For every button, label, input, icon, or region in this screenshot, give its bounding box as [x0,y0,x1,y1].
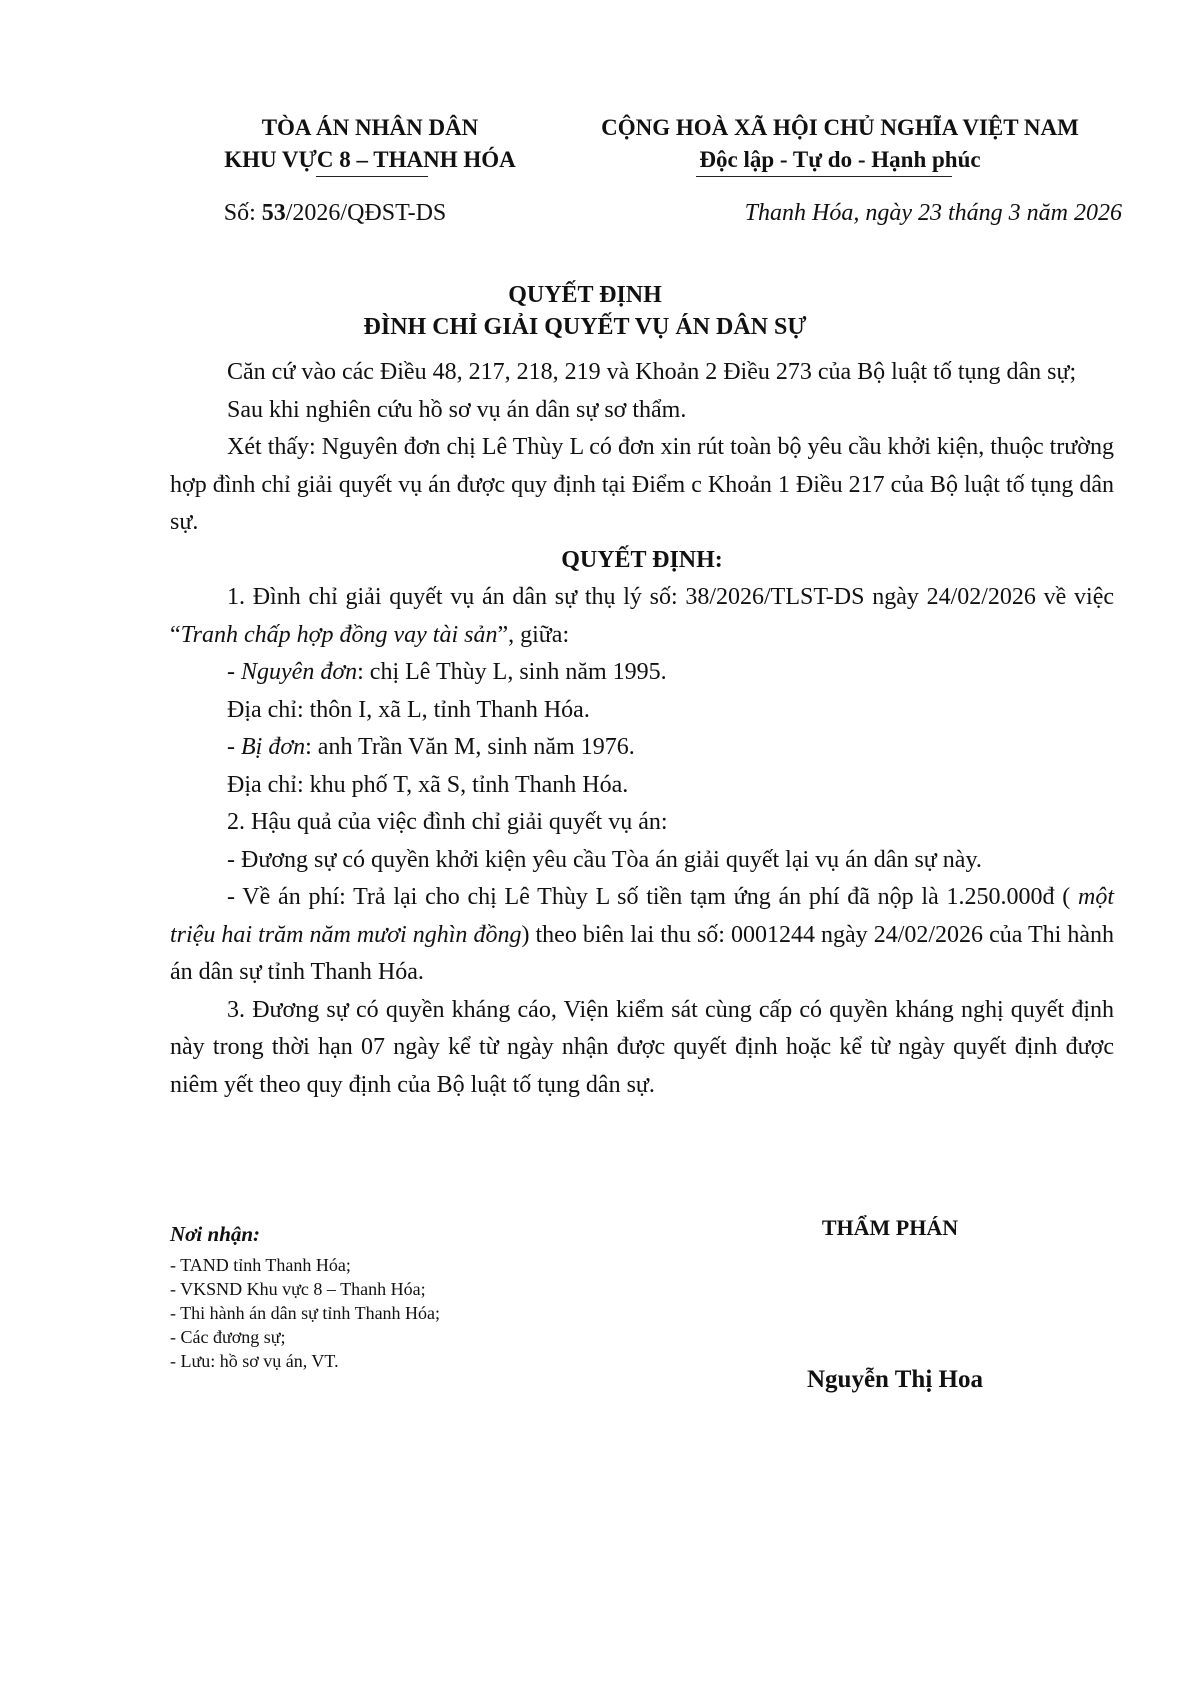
document-number-suffix: /2026/QĐST-DS [285,200,447,226]
recipients-title: Nơi nhận: [170,1222,261,1246]
plaintiff-label: Nguyên đơn [241,659,358,685]
place-and-date: Thanh Hóa, ngày 23 tháng 3 năm 2026 [744,200,1122,226]
fee-amount-words: một triệu hai trăm năm mươi nghìn đồng [170,884,1114,948]
plaintiff-line: - Nguyên đơn: chị Lê Thùy L, sinh năm 1995. [227,659,667,685]
signer-role: THẨM PHÁN [821,1215,959,1240]
defendant-address: Địa chỉ: khu phố T, xã S, tỉnh Thanh Hóa. [227,771,629,798]
national-title: CỘNG HOÀ XÃ HỘI CHỦ NGHĨA VIỆT NAM [601,115,1079,140]
decision-item-1 [170,579,1114,654]
recipient-item: - Lưu: hồ sơ vụ án, VT. [170,1351,339,1371]
document-number-value: 53 [261,200,286,226]
item1-text-end: ”, giữa: [497,621,570,648]
document-number [170,200,500,227]
decision-item-2: 2. Hậu quả của việc đình chỉ giải quyết vụ án: [227,809,668,835]
court-fee-paragraph [170,879,1114,992]
national-motto: Độc lập - Tự do - Hạnh phúc [699,147,981,172]
rights-paragraph: - Đương sự có quyền khởi kiện yêu cầu Tòa án giải quyết lại vụ án dân sự này. [227,846,982,873]
document-number-prefix: Số: [223,200,262,226]
recipient-item: - TAND tỉnh Thanh Hóa; [170,1255,351,1275]
recipient-item: - Thi hành án dân sự tỉnh Thanh Hóa; [170,1303,441,1323]
study-paragraph: Sau khi nghiên cứu hồ sơ vụ án dân sự sơ thẩm. [227,396,687,423]
legal-basis-paragraph: Căn cứ vào các Điều 48, 217, 218, 219 và Khoản 2 Điều 273 của Bộ luật tố tụng dân sự; [227,359,1077,385]
court-header-underline [316,176,428,177]
court-name-line2: KHU VỰC 8 – THANH HÓA [224,147,516,172]
document-body [170,354,1114,1104]
signer-name: Nguyễn Thị Hoa [807,1366,983,1393]
fee-text-end: ) theo biên lai thu số: 0001244 ngày 24/02/2026 của Thi hành án dân sự tỉnh Thanh Hóa. [170,921,1115,985]
defendant-info: : anh Trần Văn M, sinh năm 1976. [305,734,635,760]
item1-text: 1. Đình chỉ giải quyết vụ án dân sự thụ lý số: 38/2026/TLST-DS ngày 24/02/2026 về việc “ [170,584,1114,648]
title-line1: QUYẾT ĐỊNH [508,282,662,308]
court-header [170,112,570,176]
national-header [560,112,1120,176]
defendant-line: - Bị đơn: anh Trần Văn M, sinh năm 1976. [227,734,635,760]
decision-item-3: 3. Đương sự có quyền kháng cáo, Viện kiểm sát cùng cấp có quyền kháng nghị quyết định này trong thời hạn 07 ngày kể từ ngày nhận được quyết định hoặc kể từ ngày quyết định được niêm yết theo quy định của Bộ luật tố tụng dân sự. [170,996,1114,1098]
national-motto-underline [696,176,952,177]
plaintiff-info: : chị Lê Thùy L, sinh năm 1995. [357,659,667,685]
case-name: Tranh chấp hợp đồng vay tài sản [180,621,498,648]
recipients-block [170,1222,590,1373]
title-line2: ĐÌNH CHỈ GIẢI QUYẾT VỤ ÁN DÂN SỰ [363,314,807,340]
document-title [0,279,1190,343]
decision-heading: QUYẾT ĐỊNH: [561,546,723,573]
recipient-item: - VKSND Khu vực 8 – Thanh Hóa; [170,1279,426,1299]
plaintiff-address: Địa chỉ: thôn I, xã L, tỉnh Thanh Hóa. [227,696,590,723]
fee-text: - Về án phí: Trả lại cho chị Lê Thùy L số tiền tạm ứng án phí đã nộp là 1.250.000đ ( [227,884,1078,910]
recipient-item: - Các đương sự; [170,1327,286,1347]
finding-paragraph: Xét thấy: Nguyên đơn chị Lê Thùy L có đơn xin rút toàn bộ yêu cầu khởi kiện, thuộc trường hợp đình chỉ giải quyết vụ án được quy định tại Điểm c Khoản 1 Điều 217 của Bộ luật tố tụng dân sự. [170,434,1114,535]
defendant-label: Bị đơn [241,734,306,760]
court-name-line1: TÒA ÁN NHÂN DÂN [261,115,479,140]
